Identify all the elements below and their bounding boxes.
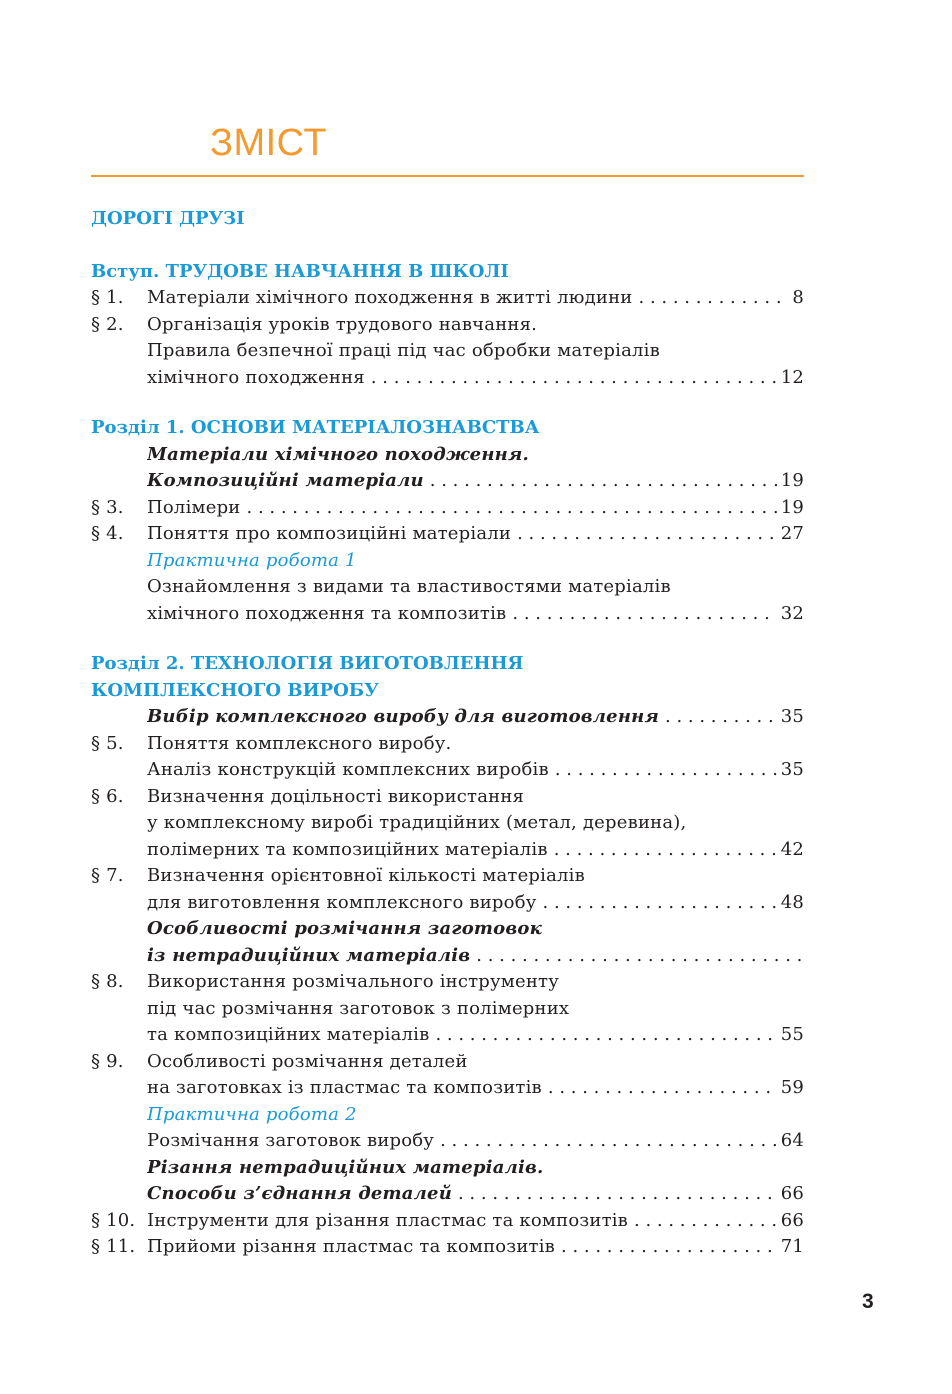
subsection-heading	[91, 468, 804, 495]
entry-text: Використання розмічального інструменту	[147, 971, 560, 992]
entry-text: Визначення орієнтовної кількості матеріалів	[147, 865, 585, 886]
entry-number: § 1.	[91, 287, 124, 308]
section-heading-2: Розділ 2. ТЕХНОЛОГІЯ ВИГОТОВЛЕННЯ	[91, 653, 524, 674]
dot-leader	[665, 704, 777, 731]
subsection-heading	[91, 704, 804, 731]
entry-text: хімічного походження та композитів	[147, 602, 507, 624]
section-heading-1: Розділ 1. ОСНОВИ МАТЕРІАЛОЗНАВСТВА	[91, 417, 540, 438]
toc-entry	[91, 1234, 804, 1261]
entry-page: 12	[780, 366, 804, 388]
subsection-text: Матеріали хімічного походження.	[147, 443, 529, 465]
toc-entry	[91, 731, 804, 758]
toc-entry-continuation	[91, 1022, 804, 1049]
entry-page: 35	[780, 706, 804, 727]
entry-text: Прийоми різання пластмас та композитів	[147, 1236, 556, 1257]
dot-leader	[435, 1022, 776, 1049]
entry-number: § 10.	[91, 1209, 136, 1231]
toc-entry	[91, 574, 804, 601]
subsection-heading	[91, 442, 804, 469]
entry-text: на заготовках із пластмас та композитів	[147, 1077, 542, 1098]
entry-text: для виготовлення комплексного виробу	[147, 891, 537, 913]
subsection-text: Композиційні матеріали	[147, 470, 424, 491]
practical-text: Практична робота 1	[147, 549, 357, 571]
toc-entry	[91, 285, 804, 312]
entry-text: та композиційних матеріалів	[147, 1024, 430, 1045]
page-number: 3	[862, 1290, 874, 1313]
intro-heading: ДОРОГІ ДРУЗІ	[91, 208, 245, 229]
entry-page: 19	[780, 496, 804, 518]
dot-leader	[247, 495, 777, 522]
toc-entry-continuation	[91, 810, 804, 837]
entry-text: Розмічання заготовок виробу	[147, 1130, 435, 1151]
subsection-heading	[91, 1181, 804, 1208]
entry-number: § 8.	[91, 971, 124, 992]
dot-leader	[634, 1208, 777, 1235]
dot-leader	[512, 601, 776, 628]
entry-text: полімерних та композиційних матеріалів	[147, 838, 548, 860]
section-heading-2-continuation: КОМПЛЕКСНОГО ВИРОБУ	[91, 679, 379, 701]
toc-entry	[91, 863, 804, 890]
entry-number: § 2.	[91, 313, 124, 335]
practical-work-label	[91, 1102, 804, 1129]
practical-work-label	[91, 548, 804, 575]
dot-leader	[548, 1075, 777, 1102]
toc-entry-continuation	[91, 996, 804, 1023]
toc-entry	[91, 521, 804, 548]
subsection-text: Вибір комплексного виробу для виготовлення	[147, 706, 659, 727]
dot-leader	[639, 285, 789, 312]
subsection-text: із нетрадиційних матеріалів	[147, 944, 471, 966]
subsection-text: Різання нетрадиційних матеріалів.	[147, 1156, 544, 1178]
subsection-heading	[91, 1155, 804, 1182]
toc-entry-continuation	[91, 1075, 804, 1102]
entry-text: Правила безпечної праці під час обробки матеріалів	[147, 340, 660, 361]
dot-leader	[430, 468, 777, 495]
practical-text: Практична робота 2	[147, 1103, 357, 1125]
entry-page: 66	[780, 1183, 804, 1204]
dot-leader	[371, 365, 777, 392]
page-title: ЗМІСТ	[210, 122, 328, 164]
toc-entry	[91, 495, 804, 522]
table-of-contents	[91, 206, 804, 1261]
entry-text: Полімери	[147, 496, 241, 518]
toc-entry	[91, 1049, 804, 1076]
entry-page: 35	[780, 759, 804, 780]
entry-page: 59	[780, 1077, 804, 1098]
entry-number: § 4.	[91, 523, 124, 544]
toc-entry-continuation	[91, 757, 804, 784]
toc-entry-continuation	[91, 601, 804, 628]
entry-text: Інструменти для різання пластмас та композитів	[147, 1209, 629, 1231]
entry-page: 71	[780, 1236, 804, 1257]
entry-text: Поняття комплексного виробу.	[147, 732, 452, 754]
dot-leader	[517, 521, 777, 548]
dot-leader	[476, 943, 804, 970]
entry-number: § 9.	[91, 1050, 124, 1072]
subsection-heading	[91, 943, 804, 970]
entry-text: Аналіз конструкцій комплексних виробів	[147, 759, 549, 780]
entry-number: § 3.	[91, 496, 124, 518]
subsection-text: Особливості розмічання заготовок	[147, 918, 542, 939]
entry-page: 64	[780, 1130, 804, 1151]
dot-leader	[561, 1234, 777, 1261]
dot-leader	[555, 757, 777, 784]
entry-page: 48	[780, 891, 804, 913]
dot-leader	[554, 837, 777, 864]
toc-entry	[91, 312, 804, 339]
entry-page: 19	[780, 470, 804, 491]
toc-entry	[91, 1208, 804, 1235]
subsection-heading	[91, 916, 804, 943]
entry-number: § 11.	[91, 1236, 136, 1257]
toc-entry	[91, 784, 804, 811]
entry-text: у комплексному виробі традиційних (метал, деревина),	[147, 812, 687, 833]
entry-page: 32	[780, 602, 804, 624]
toc-entry	[91, 969, 804, 996]
toc-entry-continuation	[91, 365, 804, 392]
entry-text: хімічного походження	[147, 366, 365, 388]
subsection-text: Способи з’єднання деталей	[147, 1183, 452, 1204]
title-underline	[91, 175, 804, 177]
entry-text: Особливості розмічання деталей	[147, 1050, 468, 1072]
toc-entry-continuation	[91, 338, 804, 365]
toc-entry-continuation	[91, 837, 804, 864]
entry-page: 8	[792, 287, 804, 308]
entry-text: під час розмічання заготовок з полімерних	[147, 997, 570, 1019]
entry-page: 55	[780, 1024, 804, 1045]
entry-number: § 6.	[91, 785, 124, 807]
entry-page: 27	[780, 523, 804, 544]
dot-leader	[458, 1181, 777, 1208]
entry-text: Поняття про композиційні матеріали	[147, 523, 512, 544]
entry-text: Визначення доцільності використання	[147, 785, 525, 807]
dot-leader	[543, 890, 777, 917]
section-heading-intro: Вступ. ТРУДОВЕ НАВЧАННЯ В ШКОЛІ	[91, 260, 509, 282]
toc-entry	[91, 1128, 804, 1155]
toc-entry-continuation	[91, 890, 804, 917]
entry-text: Організація уроків трудового навчання.	[147, 313, 538, 335]
entry-text: Матеріали хімічного походження в житті людини	[147, 287, 633, 308]
entry-text: Ознайомлення з видами та властивостями матеріалів	[147, 576, 671, 597]
entry-number: § 7.	[91, 865, 124, 886]
entry-page: 66	[780, 1209, 804, 1231]
entry-number: § 5.	[91, 732, 124, 754]
entry-page: 42	[780, 838, 804, 860]
dot-leader	[440, 1128, 777, 1155]
